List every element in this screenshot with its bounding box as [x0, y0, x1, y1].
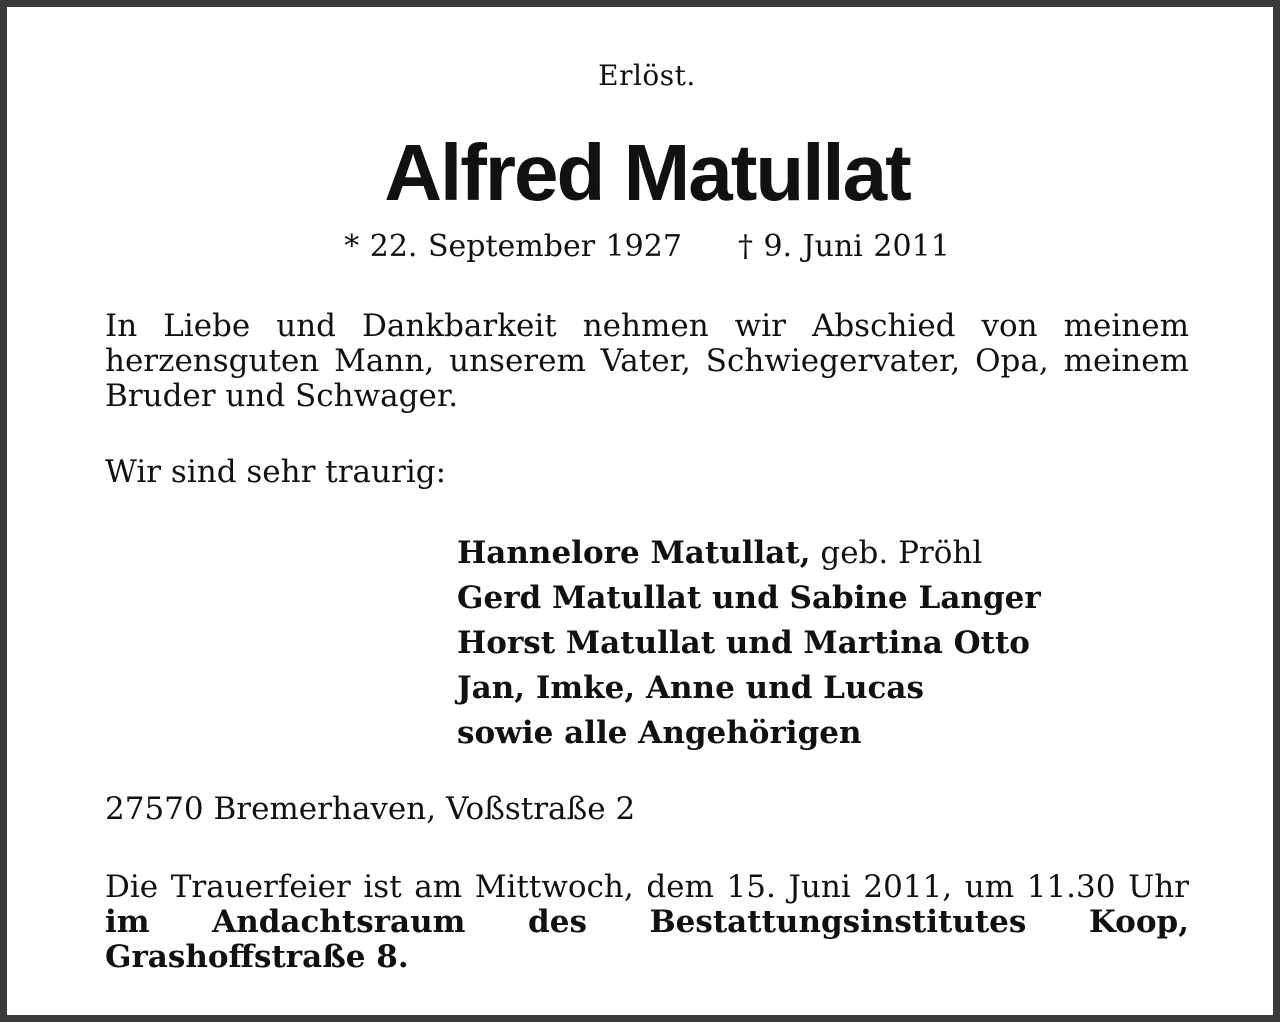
sad-line: Wir sind sehr traurig: [105, 454, 447, 490]
funeral-info [105, 870, 1189, 975]
mourner-line: Gerd Matullat und Sabine Langer [457, 580, 1041, 616]
motto: Erlöst. [598, 59, 696, 92]
mourner-name: Hannelore Matullat, [457, 535, 811, 571]
life-dates [7, 229, 1280, 264]
mourner-line [457, 531, 1041, 576]
mourner-line: Jan, Imke, Anne und Lucas [457, 670, 924, 706]
farewell-paragraph: In Liebe und Dankbarkeit nehmen wir Abschied von meinem herzensguten Mann, unserem Vater, Schwiegervater, Opa, meinem Bruder und Schwager. [105, 308, 1189, 414]
death-date: † 9. Juni 2011 [737, 229, 950, 264]
deceased-name: Alfred Matullat [384, 128, 910, 217]
funeral-location: im Andachtsraum des Bestattungsinstitutes Koop, Grashoffstraße 8. [105, 904, 1189, 975]
address: 27570 Bremerhaven, Voßstraße 2 [105, 791, 636, 827]
funeral-intro: Die Trauerfeier ist am Mittwoch, dem 15. Juni 2011, um 11.30 Uhr [105, 869, 1189, 905]
mourner-line: sowie alle Angehörigen [457, 715, 862, 751]
mourners-list [457, 531, 1041, 756]
maiden-name: geb. Pröhl [810, 535, 983, 571]
birth-date: * 22. September 1927 [344, 229, 682, 264]
mourner-line: Horst Matullat und Martina Otto [457, 625, 1030, 661]
